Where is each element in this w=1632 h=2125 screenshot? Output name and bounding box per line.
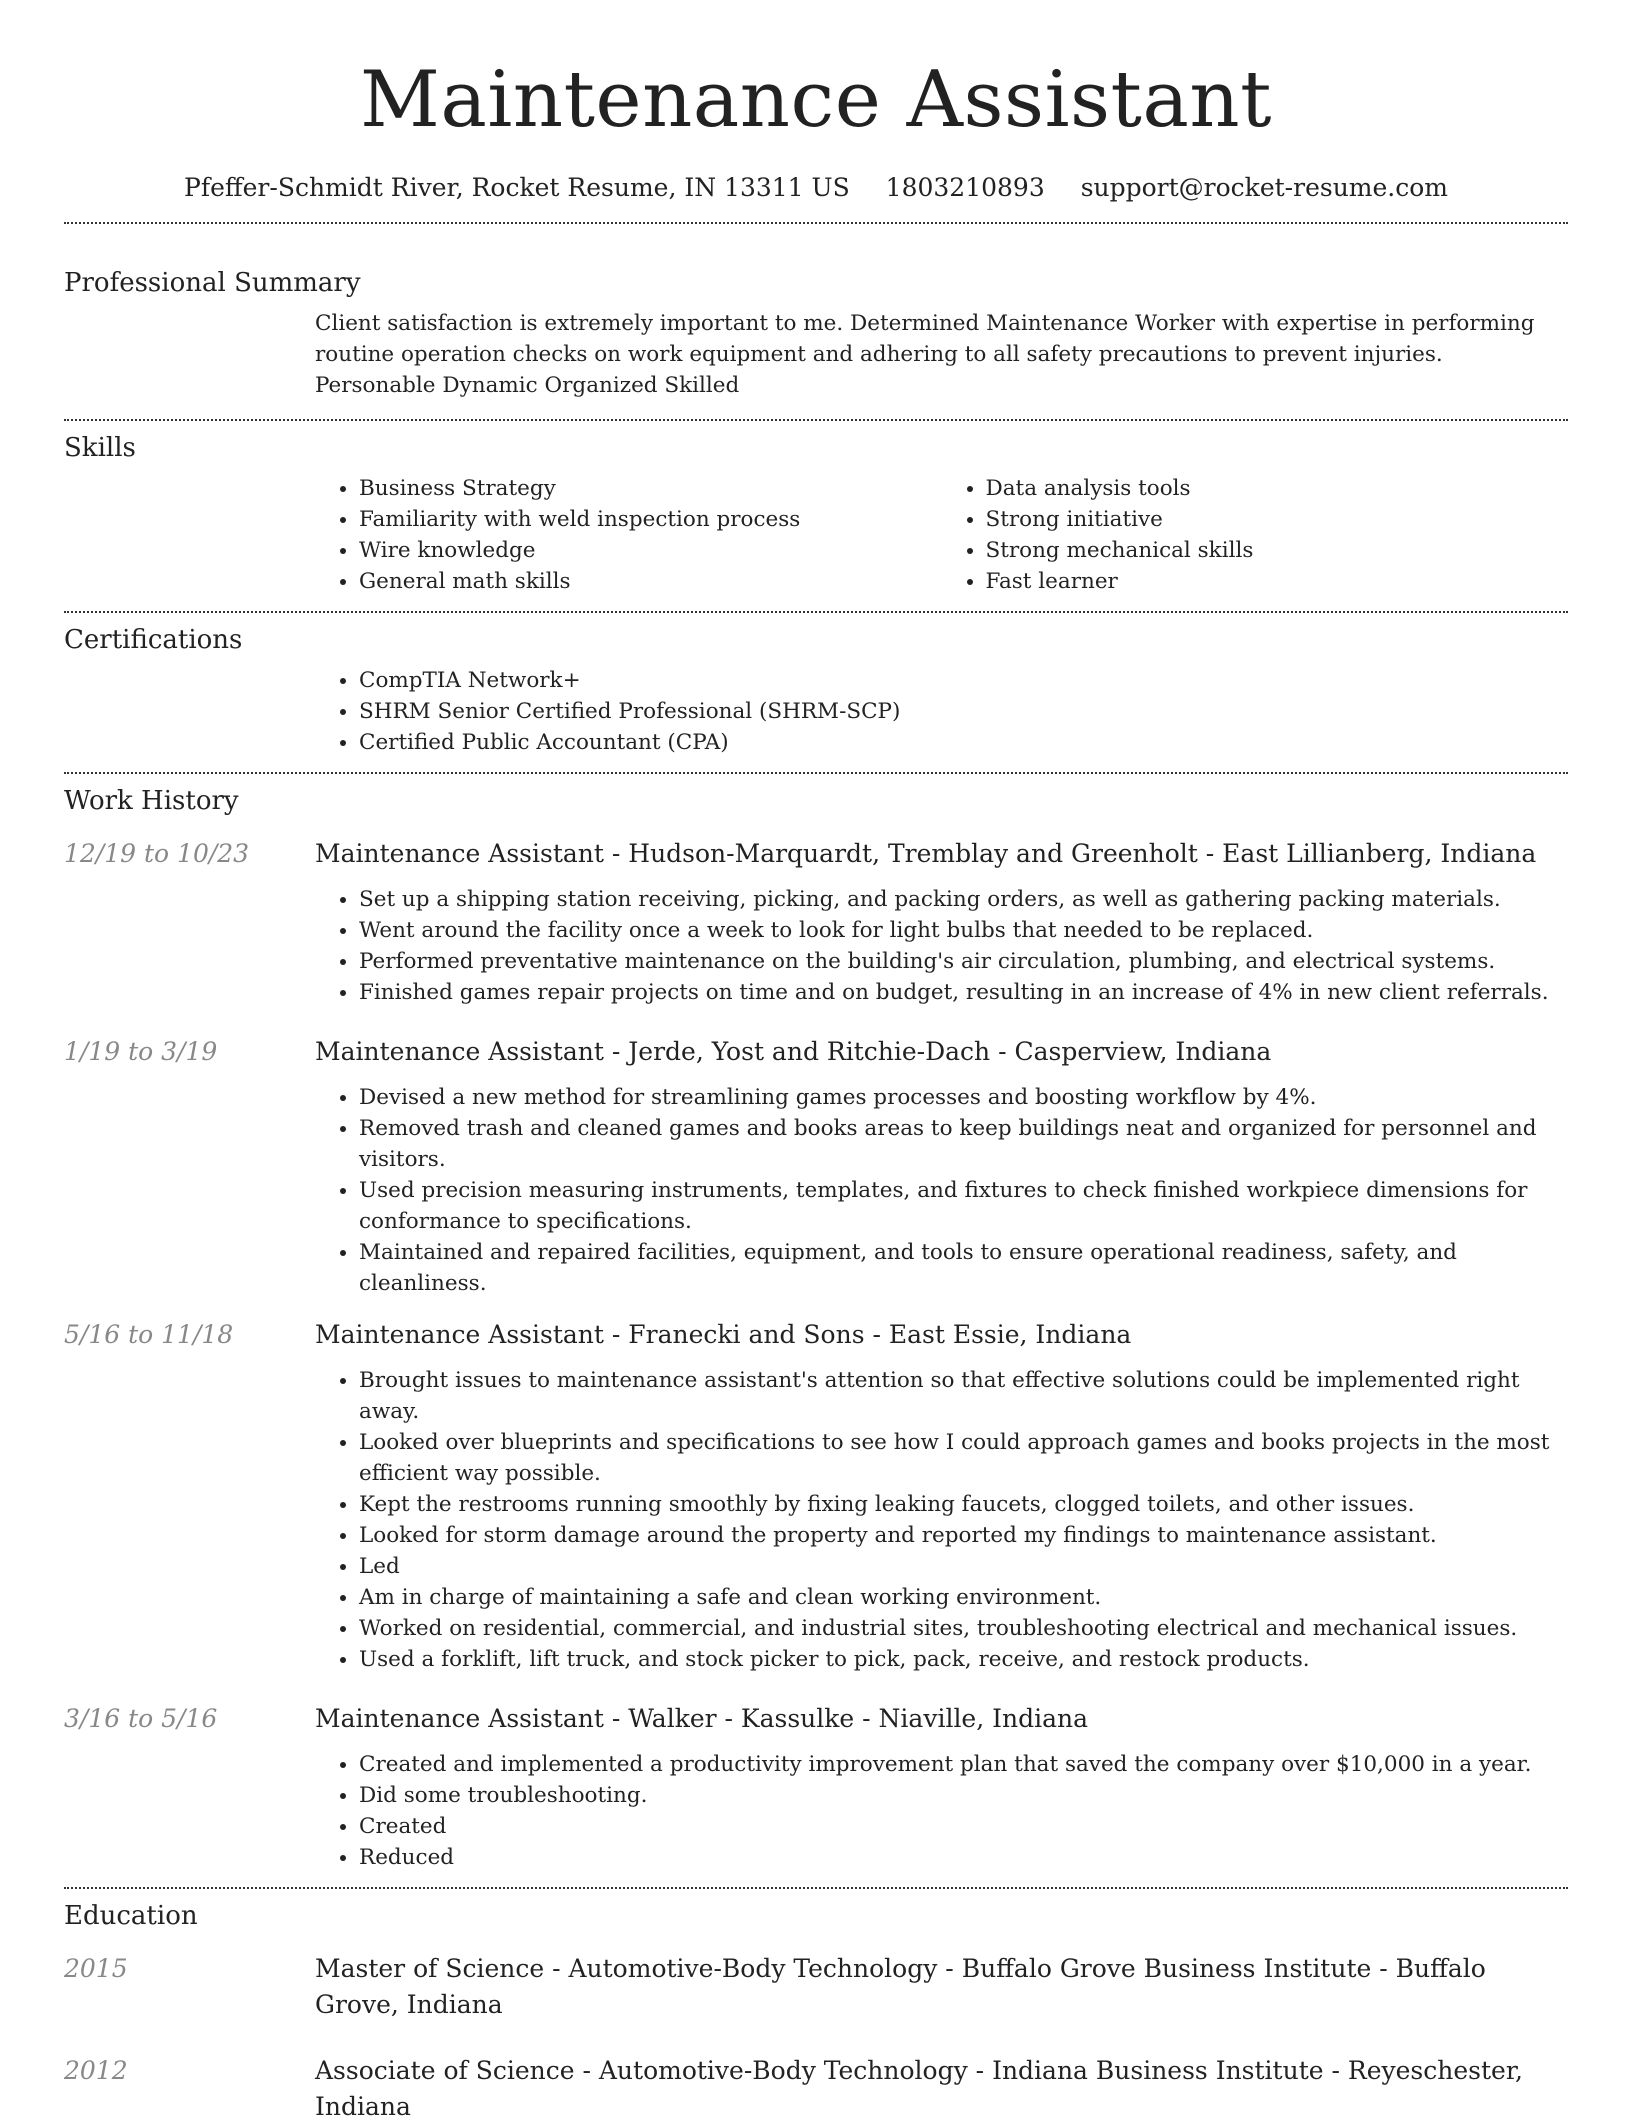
job-bullet: • Created and implemented a productivity improvement plan that saved the company over $10,000 in a year. xyxy=(359,1749,1568,1780)
skills-title: Skills xyxy=(64,433,136,463)
contact-info xyxy=(64,172,1568,204)
job-bullet: • Reduced xyxy=(359,1842,1568,1873)
job-body xyxy=(315,836,1568,1008)
divider xyxy=(64,611,1568,613)
certification-item: • SHRM Senior Certified Professional (SHRM-SCP) xyxy=(359,696,1568,727)
education-section xyxy=(64,1899,1568,2125)
certification-item: • Certified Public Accountant (CPA) xyxy=(359,727,1568,758)
education-entry xyxy=(64,2053,1568,2125)
job-bullets xyxy=(315,1365,1568,1675)
certifications-section xyxy=(64,623,1568,758)
job-body xyxy=(315,1034,1568,1299)
contact-address: Pfeffer-Schmidt River, Rocket Resume, IN 13311 US xyxy=(184,173,850,202)
education-title: Education xyxy=(64,1901,198,1931)
education-degree: Associate of Science - Automotive-Body Technology - Indiana Business Institute - Reyeschester, Indiana xyxy=(315,2056,1523,2121)
divider xyxy=(64,1887,1568,1889)
job-bullet: • Brought issues to maintenance assistant's attention so that effective solutions could be implemented right away. xyxy=(359,1365,1568,1427)
skills-column-2 xyxy=(942,473,1569,597)
job-bullet: • Led xyxy=(359,1551,1568,1582)
job-bullets xyxy=(315,884,1568,1008)
education-body xyxy=(315,2053,1568,2125)
job-bullet: • Worked on residential, commercial, and industrial sites, troubleshooting electrical and mechanical issues. xyxy=(359,1613,1568,1644)
certifications-content xyxy=(315,665,1568,758)
summary-text: Client satisfaction is extremely important to me. Determined Maintenance Worker with expertise in performing routine operation checks on work equipment and adhering to all safety precautions to prevent injuries. Personable Dynamic Organized Skilled xyxy=(315,311,1535,398)
education-degree: Master of Science - Automotive-Body Technology - Buffalo Grove Business Institute - Buffalo Grove, Indiana xyxy=(315,1954,1486,2019)
divider xyxy=(64,772,1568,774)
job-bullet: • Went around the facility once a week to look for light bulbs that needed to be replaced. xyxy=(359,915,1568,946)
job-bullet: • Devised a new method for streamlining games processes and boosting workflow by 4%. xyxy=(359,1082,1568,1113)
education-year: 2012 xyxy=(64,2056,128,2085)
divider xyxy=(64,222,1568,224)
skill-item: • Wire knowledge xyxy=(359,535,942,566)
resume-page xyxy=(64,0,1568,2125)
skill-item: • Strong initiative xyxy=(986,504,1569,535)
skill-item: • Fast learner xyxy=(986,566,1569,597)
certification-item: • CompTIA Network+ xyxy=(359,665,1568,696)
skill-item: • Familiarity with weld inspection process xyxy=(359,504,942,535)
education-year: 2015 xyxy=(64,1954,128,1983)
job-dates: 1/19 to 3/19 xyxy=(64,1037,218,1066)
job-bullet: • Set up a shipping station receiving, picking, and packing orders, as well as gathering packing materials. xyxy=(359,884,1568,915)
job-title: Maintenance Assistant - Jerde, Yost and Ritchie-Dach - Casperview, Indiana xyxy=(315,1037,1272,1066)
work-history-section xyxy=(64,784,1568,1873)
job-bullet: • Used precision measuring instruments, templates, and fixtures to check finished workpiece dimensions for conformance to specifications. xyxy=(359,1175,1568,1237)
job-bullet: • Did some troubleshooting. xyxy=(359,1780,1568,1811)
skills-column-1 xyxy=(315,473,942,597)
job-entry xyxy=(64,836,1568,1008)
job-entry xyxy=(64,1701,1568,1873)
resume-name: Maintenance Assistant xyxy=(360,55,1272,145)
skill-item: • Business Strategy xyxy=(359,473,942,504)
job-body xyxy=(315,1701,1568,1873)
summary-title: Professional Summary xyxy=(64,268,361,298)
job-bullet: • Created xyxy=(359,1811,1568,1842)
job-bullets xyxy=(315,1082,1568,1299)
certifications-title: Certifications xyxy=(64,625,243,655)
job-bullet: • Maintained and repaired facilities, equipment, and tools to ensure operational readiness, safety, and cleanliness. xyxy=(359,1237,1568,1299)
skill-item: • General math skills xyxy=(359,566,942,597)
job-dates: 3/16 to 5/16 xyxy=(64,1704,218,1733)
job-bullet: • Used a forklift, lift truck, and stock picker to pick, pack, receive, and restock products. xyxy=(359,1644,1568,1675)
certifications-list xyxy=(315,665,1568,758)
skill-item: • Data analysis tools xyxy=(986,473,1569,504)
job-bullet: • Removed trash and cleaned games and books areas to keep buildings neat and organized for personnel and visitors. xyxy=(359,1113,1568,1175)
job-bullets xyxy=(315,1749,1568,1873)
job-bullet: • Looked over blueprints and specifications to see how I could approach games and books projects in the most efficient way possible. xyxy=(359,1427,1568,1489)
education-body xyxy=(315,1951,1568,2023)
job-bullet: • Performed preventative maintenance on the building's air circulation, plumbing, and electrical systems. xyxy=(359,946,1568,977)
job-title: Maintenance Assistant - Franecki and Sons - East Essie, Indiana xyxy=(315,1320,1132,1349)
job-title: Maintenance Assistant - Walker - Kassulke - Niaville, Indiana xyxy=(315,1704,1089,1733)
work-history-title: Work History xyxy=(64,786,239,816)
job-bullet: • Finished games repair projects on time and on budget, resulting in an increase of 4% in new client referrals. xyxy=(359,977,1568,1008)
job-bullet: • Looked for storm damage around the property and reported my findings to maintenance assistant. xyxy=(359,1520,1568,1551)
skills-section xyxy=(64,431,1568,597)
summary-section xyxy=(64,266,1568,401)
contact-email: support@rocket-resume.com xyxy=(1080,173,1448,202)
job-entry xyxy=(64,1317,1568,1675)
job-bullet: • Kept the restrooms running smoothly by fixing leaking faucets, clogged toilets, and other issues. xyxy=(359,1489,1568,1520)
job-entry xyxy=(64,1034,1568,1299)
job-dates: 5/16 to 11/18 xyxy=(64,1320,234,1349)
divider xyxy=(64,419,1568,421)
job-body xyxy=(315,1317,1568,1675)
contact-phone: 1803210893 xyxy=(885,173,1045,202)
job-dates: 12/19 to 10/23 xyxy=(64,839,250,868)
job-title: Maintenance Assistant - Hudson-Marquardt, Tremblay and Greenholt - East Lillianberg, Indiana xyxy=(315,839,1537,868)
education-entry xyxy=(64,1951,1568,2023)
skills-grid xyxy=(315,473,1568,597)
skill-item: • Strong mechanical skills xyxy=(986,535,1569,566)
job-bullet: • Am in charge of maintaining a safe and clean working environment. xyxy=(359,1582,1568,1613)
